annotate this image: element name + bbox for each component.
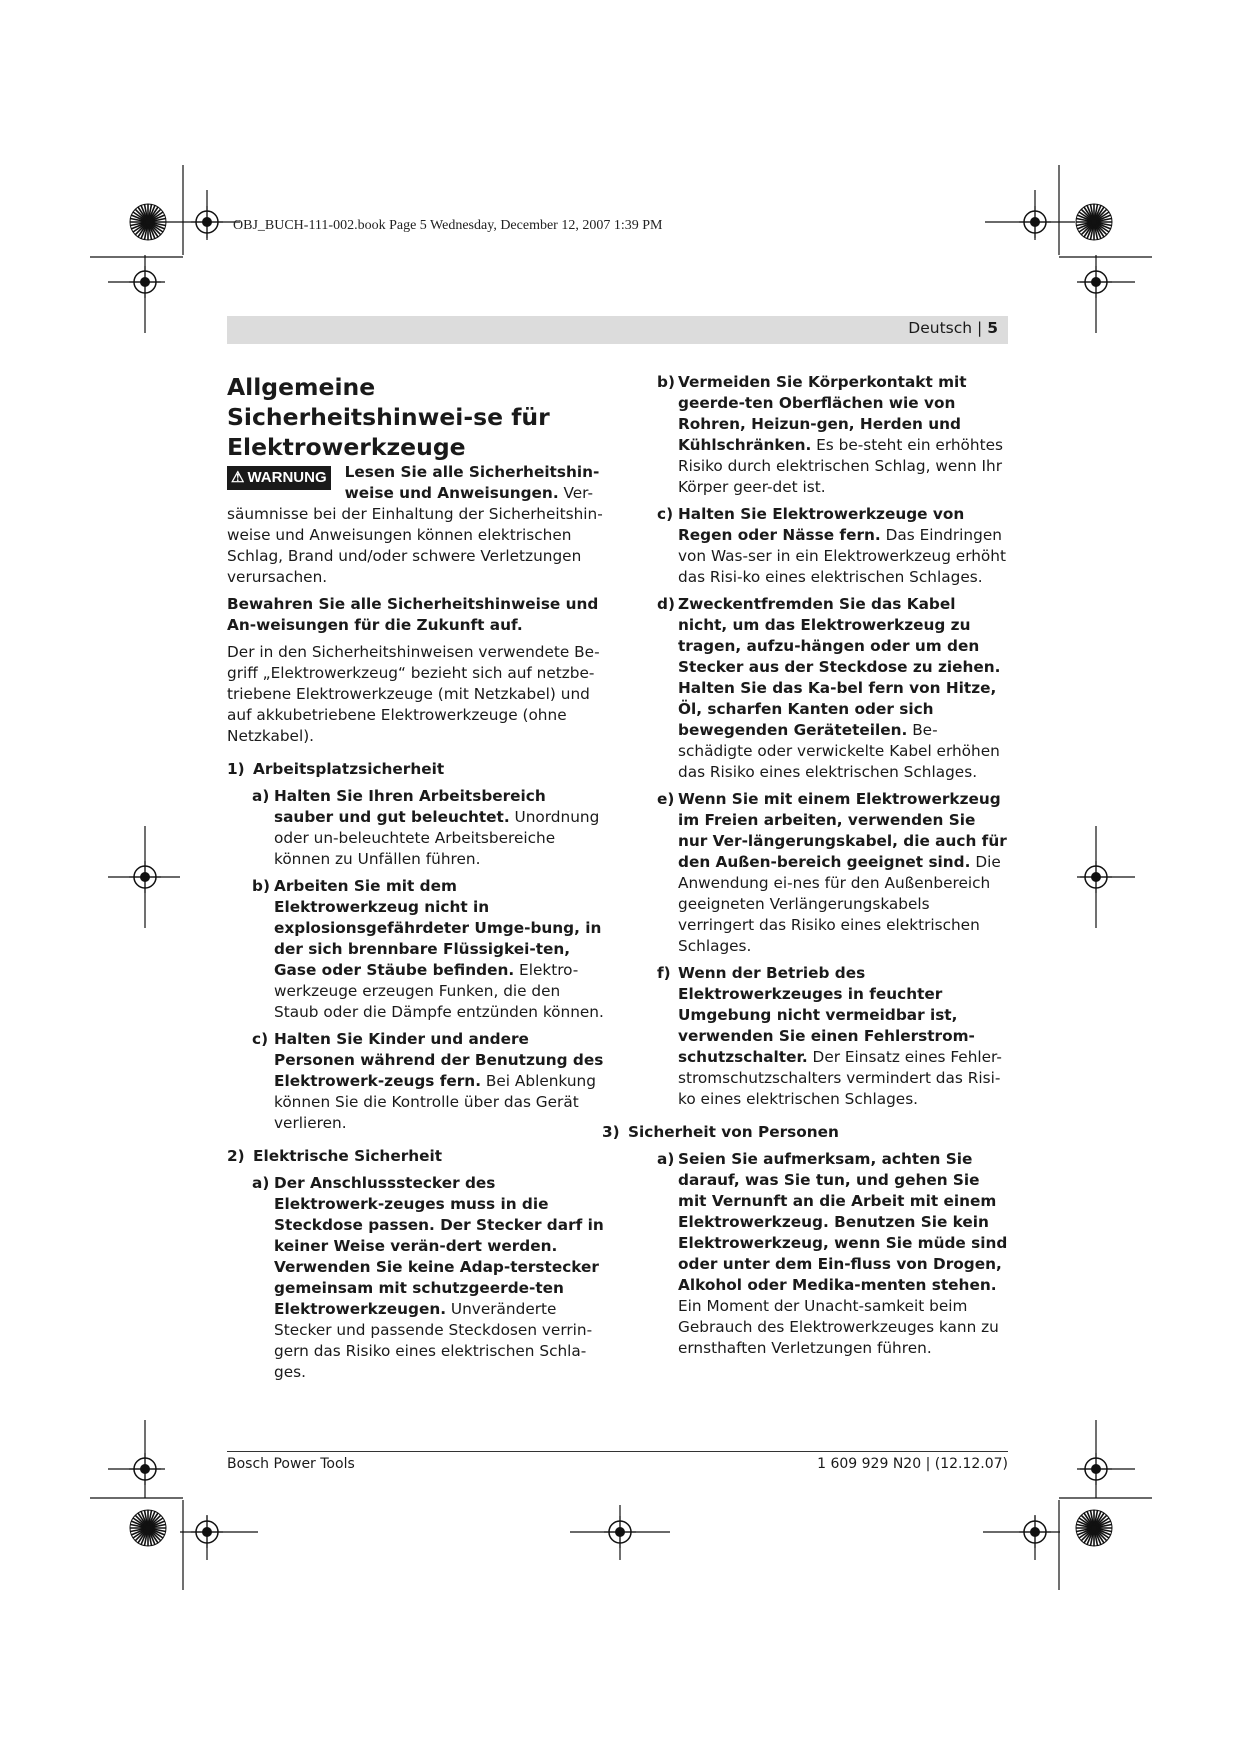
item-bold: Arbeiten Sie mit dem Elektrowerkzeug nicht in explosionsgefährdeter Umge-bung, in der sich brennbare Flüssigkei-ten, Gase oder Stäube befinden. — [274, 877, 602, 979]
header-separator: | — [977, 319, 983, 337]
language-label: Deutsch — [908, 319, 973, 337]
right-column — [602, 372, 1008, 1365]
warning-badge-label: WARNUNG — [247, 469, 327, 486]
left-column — [227, 372, 605, 1389]
section-number: 1) — [227, 760, 245, 778]
item-label: d) — [657, 595, 675, 613]
list-item — [227, 1173, 605, 1383]
list-item — [227, 786, 605, 870]
item-bold: Wenn Sie mit einem Elektrowerkzeug im Freien arbeiten, verwenden Sie nur Ver-längerungskabel, die auch für den Außen-bereich geeignet sind. — [678, 790, 1007, 871]
footer-brand: Bosch Power Tools — [227, 1456, 355, 1472]
keep-instructions-text: Bewahren Sie alle Sicherheitshinweise und An-weisungen für die Zukunft auf. — [227, 595, 599, 634]
footer-doc-number: 1 609 929 N20 | (12.12.07) — [817, 1456, 1008, 1472]
list-item — [630, 1149, 1008, 1359]
item-text: Be-schädigte oder verwickelte Kabel erhöhen das Risiko eines elektrischen Schlages. — [678, 721, 1000, 781]
warning-badge — [227, 466, 331, 490]
item-label: a) — [252, 1174, 270, 1192]
section-heading-3 — [602, 1122, 1008, 1143]
item-label: a) — [252, 787, 270, 805]
list-item — [630, 789, 1008, 957]
item-text: Unveränderte Stecker und passende Steckdosen verrin-gern das Risiko eines elektrischen Schla-ges. — [274, 1300, 593, 1381]
item-label: c) — [252, 1030, 269, 1048]
item-bold: Der Anschlussstecker des Elektrowerk-zeuges muss in die Steckdose passen. Der Stecker darf in keiner Weise verän-dert werden. Verwenden Sie keine Adap-terstecker gemeinsam mit schutzgeerde-ten Elektrowerkzeugen. — [274, 1174, 604, 1318]
item-label: c) — [657, 505, 674, 523]
item-text: Elektro-werkzeuge erzeugen Funken, die den Staub oder die Dämpfe entzünden können. — [274, 961, 604, 1021]
list-item — [630, 594, 1008, 783]
page-number: 5 — [987, 319, 998, 337]
item-label: b) — [657, 373, 675, 391]
section-title: Arbeitsplatzsicherheit — [253, 760, 445, 778]
item-label: e) — [657, 790, 675, 808]
footer-divider — [227, 1451, 1008, 1452]
definition-paragraph: Der in den Sicherheitshinweisen verwendete Be-griff „Elektrowerkzeug“ bezieht sich auf netzbe-triebene Elektrowerkzeuge (mit Netzkabel) und auf akkubetriebene Elektrowerkzeuge (ohne Netzkabel). — [227, 643, 600, 745]
item-bold: Seien Sie aufmerksam, achten Sie darauf, was Sie tun, und gehen Sie mit Vernunft an die Arbeit mit einem Elektrowerkzeug. Benutzen Sie kein Elektrowerkzeug, wenn Sie müde sind oder unter dem Ein-fluss von Drogen, Alkohol oder Medika-menten stehen. — [678, 1150, 1008, 1294]
warning-body: Ver-säumnisse bei der Einhaltung der Sicherheitshin-weise und Anweisungen können elektrischen Schlag, Brand und/oder schwere Verletzungen verursachen. — [227, 484, 603, 586]
book-file-header: OBJ_BUCH-111-002.book Page 5 Wednesday, December 12, 2007 1:39 PM — [233, 218, 663, 233]
section-title: Sicherheit von Personen — [628, 1123, 839, 1141]
item-text: Ein Moment der Unacht-samkeit beim Gebrauch des Elektrowerkzeuges kann zu ernsthaften Verletzungen führen. — [678, 1297, 999, 1357]
section-number: 2) — [227, 1147, 245, 1165]
keep-instructions — [227, 594, 605, 636]
item-text: Bei Ablenkung können Sie die Kontrolle über das Gerät verlieren. — [274, 1072, 596, 1132]
list-item — [227, 876, 605, 1023]
list-item — [630, 504, 1008, 588]
item-text: Es be-steht ein erhöhtes Risiko durch elektrischen Schlag, wenn Ihr Körper geer-det ist. — [678, 436, 1003, 496]
item-label: a) — [657, 1150, 675, 1168]
section-number: 3) — [602, 1123, 620, 1141]
item-bold: Halten Sie Kinder und andere Personen während der Benutzung des Elektrowerk-zeugs fern. — [274, 1030, 604, 1090]
item-text: Das Eindringen von Was-ser in ein Elektrowerkzeug erhöht das Risi-ko eines elektrischen Schlages. — [678, 526, 1006, 586]
item-bold: Zweckentfremden Sie das Kabel nicht, um das Elektrowerkzeug zu tragen, aufzu-hängen oder um den Stecker aus der Steckdose zu ziehen. Halten Sie das Ka-bel fern von Hitze, Öl, scharfen Kanten oder sich bewegenden Geräteteilen. — [678, 595, 1001, 739]
list-item — [630, 372, 1008, 498]
section-title: Elektrische Sicherheit — [253, 1147, 443, 1165]
warning-triangle-icon: ⚠ — [231, 469, 245, 486]
section-heading-1 — [227, 759, 605, 780]
section-heading-2 — [227, 1146, 605, 1167]
warning-block — [227, 462, 605, 588]
item-bold: Halten Sie Ihren Arbeitsbereich sauber und gut beleuchtet. — [274, 787, 546, 826]
list-item — [630, 963, 1008, 1110]
page-header-language — [908, 319, 998, 337]
item-bold: Halten Sie Elektrowerkzeuge von Regen oder Nässe fern. — [678, 505, 965, 544]
warning-bold: Lesen Sie alle Sicherheitshin-weise und Anweisungen. — [344, 463, 600, 502]
item-text: Unordnung oder un-beleuchtete Arbeitsbereiche können zu Unfällen führen. — [274, 808, 600, 868]
item-bold: Vermeiden Sie Körperkontakt mit geerde-ten Oberflächen wie von Rohren, Heizun-gen, Herden und Kühlschränken. — [678, 373, 967, 454]
item-text: Der Einsatz eines Fehler-stromschutzschalters vermindert das Risi-ko eines elektrischen Schlages. — [678, 1048, 1002, 1108]
page-title: Allgemeine Sicherheitshinwei-se für Elektrowerkzeuge — [227, 373, 550, 461]
page-header-bar — [227, 316, 1008, 344]
list-item — [227, 1029, 605, 1134]
item-label: f) — [657, 964, 671, 982]
item-text: Die Anwendung ei-nes für den Außenbereich geeigneten Verlängerungskabels verringert das Risiko eines elektrischen Schlages. — [678, 853, 1001, 955]
item-bold: Wenn der Betrieb des Elektrowerkzeuges in feuchter Umgebung nicht vermeidbar ist, verwenden Sie einen Fehlerstrom-schutzschalter. — [678, 964, 975, 1066]
item-label: b) — [252, 877, 270, 895]
